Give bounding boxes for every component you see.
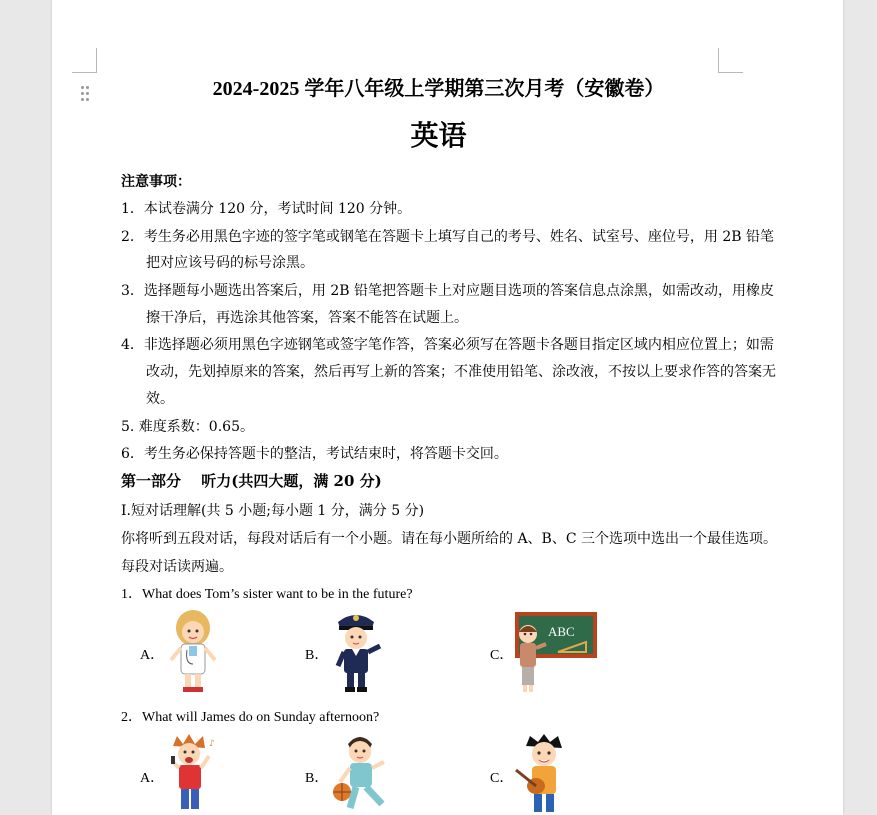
singing-boy-image	[163, 732, 223, 815]
notice-item: 把对应该号码的标号涂黑。	[146, 255, 314, 271]
question-prompt: 2．What will James do on Sunday afternoon?	[121, 710, 380, 725]
option-label: B．	[305, 648, 329, 663]
notice-item: 5. 难度系数：0.65。	[121, 419, 254, 435]
option-label: A．	[140, 771, 165, 786]
board-text: ABC	[548, 624, 575, 639]
basketball-player-image	[328, 732, 400, 815]
doctor-image	[165, 608, 221, 694]
notice-item: 1．本试卷满分 120 分，考试时间 120 分钟。	[121, 201, 412, 217]
notice-item: 擦干净后，再选涂其他答案，答案不能答在试题上。	[146, 310, 468, 326]
police-officer-image	[328, 608, 384, 694]
part-title: Ⅰ.短对话理解(共 5 小题;每小题 1 分，满分 5 分)	[121, 503, 425, 519]
exam-title: 2024-2025 学年八年级上学期第三次月考（安徽卷）	[212, 78, 665, 100]
notice-item: 6．考生务必保持答题卡的整洁，考试结束时，将答题卡交回。	[121, 446, 508, 462]
instruction: 你将听到五段对话，每段对话后有一个小题。请在每小题所给的 A、B、C 三个选项中选出一个最佳选项。	[121, 531, 778, 547]
option-label: B．	[305, 771, 329, 786]
notice-item: 4．非选择题必须用黑色字迹钢笔或签字笔作答，答案必须写在答题卡各题目指定区域内相应位置上；如需	[121, 337, 774, 353]
notice-item: 3．选择题每小题选出答案后，用 2B 铅笔把答题卡上对应题目选项的答案信息点涂黑，如需改动，用橡皮	[121, 283, 775, 299]
teacher-with-board-image	[512, 608, 600, 694]
notice-item: 改动，先划掉原来的答案，然后再写上新的答案；不准使用铅笔、涂改液，不按以上要求作答的答案无	[146, 364, 776, 380]
option-label: C．	[490, 771, 514, 786]
page-corner-mark	[718, 48, 743, 73]
notice-item: 2．考生务必用黑色字迹的签字笔或钢笔在答题卡上填写自己的考号、姓名、试室号、座位号，用 2B 铅笔	[121, 229, 775, 245]
page-corner-mark	[72, 48, 97, 73]
notice-heading: 注意事项：	[121, 174, 191, 190]
instruction: 每段对话读两遍。	[121, 559, 233, 575]
subject-title: 英语	[410, 119, 467, 152]
svg-text:♪: ♪	[209, 739, 215, 749]
section-title: 第一部分 听力(共四大题，满 20 分)	[121, 472, 382, 490]
option-label: A．	[140, 648, 165, 663]
option-label: C．	[490, 648, 514, 663]
guitar-boy-image	[512, 732, 576, 815]
notice-item: 效。	[146, 391, 174, 407]
question-prompt: 1．What does Tom’s sister want to be in the future?	[121, 587, 413, 602]
